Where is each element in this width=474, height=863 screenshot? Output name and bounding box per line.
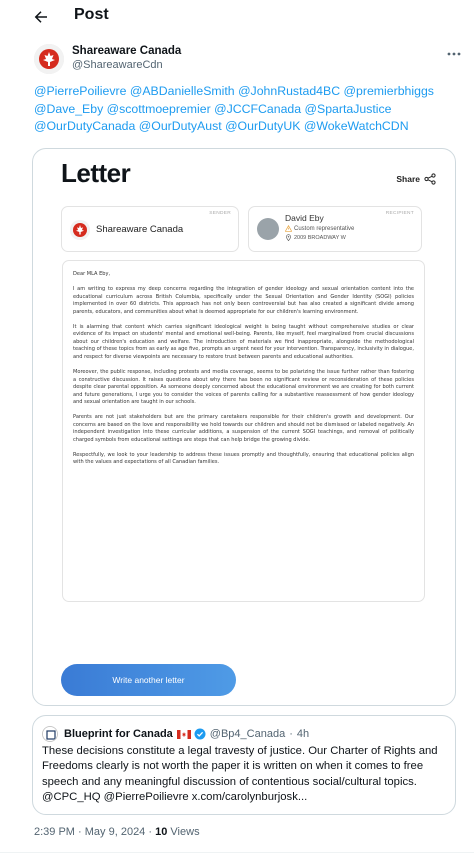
sender-name: Shareaware Canada bbox=[96, 224, 184, 235]
letter-paragraph: Moreover, the public response, including protests and media coverage, seems to be polarizing the issue further rather than fostering a constructive discussion. It raises questions about why there has been no significant review or reconsideration of these policies despite clear parental opposition. As someone deeply concerned about the educational environment we are creating for both current and future generations, I urge you to consider the voices of parents calling for a substantive reassessment of how gender ideology and sexual orientation are taught in our schools. bbox=[73, 368, 414, 406]
recipient-name: David Eby bbox=[285, 213, 324, 223]
share-label: Share bbox=[396, 174, 420, 184]
post-meta bbox=[34, 826, 200, 838]
letter-body bbox=[62, 260, 425, 602]
sender-card bbox=[61, 206, 239, 252]
mention-link[interactable]: @JohnRustad4BC bbox=[238, 84, 341, 98]
page-title: Post bbox=[74, 6, 109, 23]
mention-link[interactable]: @premierbhiggs bbox=[343, 84, 434, 98]
recipient-role bbox=[285, 225, 354, 232]
sender-tag: SENDER bbox=[209, 211, 231, 216]
quoted-post[interactable] bbox=[32, 715, 456, 815]
mention-link[interactable]: @ABDanielleSmith bbox=[129, 84, 235, 98]
warning-icon bbox=[285, 225, 292, 232]
more-options-icon[interactable] bbox=[446, 46, 462, 62]
quoted-text: These decisions constitute a legal travesty of justice. Our Charter of Rights and Freedoms clearly is not worth the paper it is written on when it comes to free speech and any meaningful discussion of contentious social/cultural topics. @CPC_HQ @PierrePoilievre x.com/carolynburjosk... bbox=[42, 745, 438, 803]
quoted-separator: · bbox=[289, 728, 293, 740]
letter-paragraph: It is alarming that content which carries significant ideological weight is being taught without comprehensive studies or clear evidence of its impact on students' mental and emotional well-being. Parents, like myself, feel marginalized from crucial discussions about our children's education and welfare. The introduction of materials we find inappropriate, alongside the methodological teaching of these topics from as early as age five, prompts an urgent need for your intervention. Transparency, inclusivity in dialogue, and respect for diverse viewpoints are necessary to restore trust between parents and educational authorities. bbox=[73, 323, 414, 360]
views-label: Views bbox=[170, 826, 200, 838]
mention-link[interactable]: @OurDutyUK bbox=[225, 119, 301, 133]
share-button bbox=[396, 173, 436, 185]
meta-separator: · bbox=[78, 826, 85, 838]
recipient-tag: RECIPIENT bbox=[385, 211, 414, 216]
meta-separator: · bbox=[148, 826, 156, 838]
mention-link[interactable]: @JCCFCanada bbox=[214, 101, 302, 116]
write-another-letter-button: Write another letter bbox=[61, 664, 236, 696]
attached-image[interactable] bbox=[32, 148, 456, 706]
mention-link[interactable]: @WokeWatchCDN bbox=[303, 119, 409, 133]
author-name[interactable]: Shareaware Canada bbox=[72, 45, 182, 57]
recipient-card bbox=[248, 206, 422, 252]
mention-link[interactable]: @OurDutyCanada bbox=[34, 119, 136, 133]
quoted-author-name: Blueprint for Canada bbox=[64, 728, 173, 740]
mention-link[interactable]: @PierrePoilievre bbox=[34, 84, 127, 98]
top-bar bbox=[0, 0, 474, 34]
recipient-address-text: 2009 BROADWAY W bbox=[294, 234, 346, 241]
letter-screenshot bbox=[61, 156, 444, 696]
mention-link[interactable]: @Dave_Eby bbox=[34, 101, 104, 116]
letter-paragraph: I am writing to express my deep concerns regarding the integration of gender ideology and sexual orientation content into the educational curriculum across British Columbia, specifically under the Sexual Orientation and Gender Identity (SOGI) policies implemented in over 60 districts. This approach has not only been controversial but has also created a significant divide among parents, educators, and communities about what is deemed appropriate for our children's learning environment. bbox=[73, 286, 414, 315]
share-icon bbox=[424, 173, 436, 185]
divider bbox=[0, 852, 474, 853]
recipient-avatar bbox=[257, 218, 279, 240]
location-pin-icon bbox=[285, 234, 292, 241]
quoted-time: 4h bbox=[296, 728, 310, 740]
post-text-mentions bbox=[34, 83, 454, 136]
letter-title: Letter bbox=[61, 158, 131, 188]
letter-greeting: Dear MLA Eby, bbox=[73, 271, 111, 277]
views-count: 10 bbox=[155, 826, 168, 838]
author-handle[interactable]: @ShareawareCdn bbox=[72, 59, 163, 71]
post-time[interactable]: 2:39 PM bbox=[34, 826, 75, 838]
avatar[interactable] bbox=[34, 44, 64, 74]
quoted-handle: @Bp4_Canada bbox=[209, 728, 286, 740]
post-date[interactable]: May 9, 2024 bbox=[84, 826, 146, 838]
quoted-avatar bbox=[42, 726, 58, 742]
sender-avatar bbox=[70, 220, 90, 240]
quoted-post-header bbox=[42, 726, 309, 742]
post-author bbox=[34, 44, 181, 74]
recipient-role-text: Custom representative bbox=[294, 225, 355, 232]
mention-link[interactable]: @scottmoepremier bbox=[106, 101, 211, 116]
back-arrow-icon[interactable] bbox=[32, 8, 50, 26]
verified-badge-icon bbox=[194, 728, 206, 740]
mention-link[interactable]: @SpartaJustice bbox=[304, 101, 392, 116]
canada-flag-icon bbox=[177, 730, 191, 739]
letter-paragraph: Respectfully, we look to your leadership to address these issues promptly and thoughtfully, ensuring that educational policies align with the values and expectations of all Canadian families. bbox=[73, 451, 414, 466]
letter-paragraph: Parents are not just stakeholders but are the primary caretakers responsible for their children's growth and development. Our concerns are based on the love and responsibility we hold towards our children and should not be dismissed or labeled negatively. An independent investigation into these curricular additions, a suspension of the current SOGI teachings, and removal of politically charged symbols from educational settings are steps that can help bridge the growing divide. bbox=[73, 414, 414, 443]
recipient-address bbox=[285, 234, 346, 241]
mention-link[interactable]: @OurDutyAust bbox=[138, 119, 222, 133]
